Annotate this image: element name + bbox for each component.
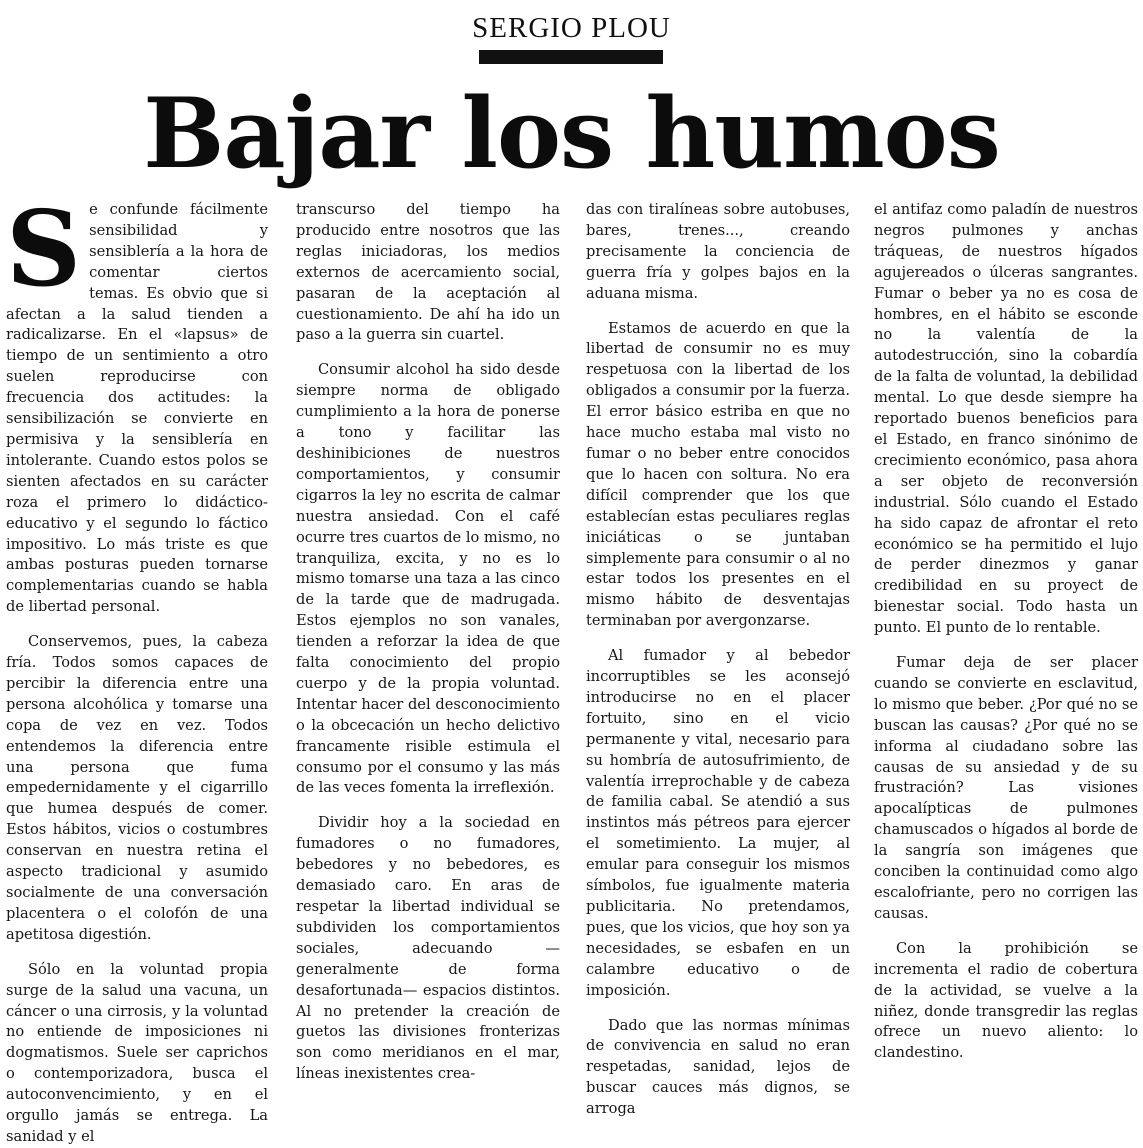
article-paragraph: transcurso del tiempo ha producido entre nosotros que las reglas iniciadoras, los medios externos de acercamiento social, pasaran de la aceptación al cuestionamiento. De ahí ha ido un paso a la guerra sin cuartel. xyxy=(296,201,560,344)
paragraph-text: e confunde fácilmente sensibilidad y sensiblería a la hora de comentar ciertos temas. Es obvio que si afectan a la salud tienden a radicalizarse. En el «lapsus» de tiempo de un sentimiento a otro suelen reproducirse con frecuencia dos actitudes: la sensibilización se convierte en permisiva y la sensiblería en intolerante. Cuando estos polos se sienten afectados en su carácter roza el primero lo didáctico-educativo y el segundo lo fáctico impositivo. Lo más triste es que ambas posturas pueden tornarse complementarias cuando se habla de libertad personal. xyxy=(6,201,268,616)
article-paragraph: el antifaz como paladín de nuestros negros pulmones y anchas tráqueas, de nuestros hígados agujereados o úlceras sangrantes. Fumar o beber ya no es cosa de hombres, en el hábito se esconde no la valentía de la autodestrucción, sino la cobardía de la falta de voluntad, la debilidad mental. Lo que desde siempre ha reportado buenos beneficios para el Estado, en franco sinónimo de crecimiento económico, pasa ahora a ser objeto de reconversión industrial. Sólo cuando el Estado ha sido capaz de afrontar el reto económico se ha permitido el lujo de perder dinezmos y ganar credibilidad en su proyect de bienestar social. Todo hasta un punto. El punto de lo rentable. xyxy=(874,201,1138,637)
article-column-2 xyxy=(296,200,561,1083)
article-paragraph: Estamos de acuerdo en que la libertad de consumir no es muy respetuosa con la libertad de los obligados a consumir por la fuerza. El error básico estriba en que no hace mucho estaba mal visto no fumar o no beber entre conocidos que lo hacen con soltura. No era difícil comprender que los que establecían estas peculiares reglas iniciáticas o se juntaban simplemente para consumir o al no estar todos los presentes en el mismo hábito de desventajas terminaban por avergonzarse. xyxy=(586,319,850,630)
article-paragraph: Dividir hoy a la sociedad en fumadores o no fumadores, bebedores y no bebedores, es demasiado caro. En aras de respetar la libertad individual se subdividen los comportamientos sociales, adecuando —generalmente de forma desafortunada— espacios distintos. Al no pretender la creación de guetos las divisiones fronterizas son como meridianos en el mar, líneas inexistentes crea- xyxy=(296,814,560,1083)
article-column-1 xyxy=(6,187,268,1145)
article-paragraph: Al fumador y al bebedor incorruptibles se les aconsejó introducirse no en el placer fortuito, sino en el vicio permanente y vital, necesario para su hombría de autosufrimiento, de valentía irreprochable y de cabeza de familia cabal. Se atendió a sus instintos más pétreos para ejercer el sometimiento. La mujer, al emular para conseguir los mismos símbolos, fue igualmente materia publicitaria. No pretendamos, pues, que los vicios, que hoy son ya necesidades, se esbafen en un calambre educativo o de imposición. xyxy=(586,647,850,999)
article-paragraph: Con la prohibición se incrementa el radio de cobertura de la actividad, se vuelve a la niñez, donde transgredir las reglas ofrece un nuevo aliento: lo clandestino. xyxy=(874,939,1138,1062)
article-paragraph: Consumir alcohol ha sido desde siempre norma de obligado cumplimiento a la hora de ponerse a tono y facilitar las deshinibiciones de nuestros comportamientos, y consumir cigarros la ley no escrita de calmar nuestra ansiedad. Con el café ocurre tres cuartos de lo mismo, no tranquiliza, excita, y no es lo mismo tomarse una taza a las cinco de la tarde que de madrugada. Estos ejemplos no son vanales, tienden a reforzar la idea de que falta conocimiento del propio cuerpo y de la propia voluntad. Intentar hacer del desconocimiento o la obcecación un hecho delictivo francamente risible estimula el consumo por el consumo y las más de las veces fomenta la irreflexión. xyxy=(296,361,561,797)
drop-cap: S xyxy=(6,187,82,310)
article-title: Bajar los humos xyxy=(143,77,1000,190)
article-paragraph: Conservemos, pues, la cabeza fría. Todos somos capaces de percibir la diferencia entre una persona alcohólica y tomarse una copa de vez en vez. Todos entendemos la diferencia entre una persona que fuma empedernidamente y el cigarrillo que humea después de comer. Estos hábitos, vicios o costumbres conservan en nuestra retina el aspecto tradicional y asumido socialmente de una conversación placentera o el colofón de una apetitosa digestión. xyxy=(6,633,268,943)
article-paragraph: das con tiralíneas sobre autobuses, bares, trenes..., creando precisamente la conciencia de guerra fría y golpes bajos en la aduana misma. xyxy=(586,201,850,302)
article-column-4 xyxy=(874,200,1138,1062)
author-name: SERGIO PLOU xyxy=(472,12,671,44)
author-divider-bar xyxy=(479,50,663,64)
article-column-3 xyxy=(586,200,850,1118)
article-paragraph: Dado que las normas mínimas de convivencia en salud no eran respetadas, sanidad, lejos de buscar cauces más dignos, se arroga xyxy=(586,1016,850,1118)
article-paragraph: Sólo en la voluntad propia surge de la salud una vacuna, un cáncer o una cirrosis, y la voluntad no entiende de imposiciones ni dogmatismos. Suele ser caprichos o contemporizadora, busca el autoconvencimiento, y en el orgullo jamás se entrega. La sanidad y el xyxy=(6,960,268,1145)
article-paragraph xyxy=(6,187,268,618)
article-paragraph: Fumar deja de ser placer cuando se convierte en esclavitud, lo mismo que beber. ¿Por qué no se buscan las causas? ¿Por qué no se informa al ciudadano sobre las causas de su ansiedad y de su frustración? Las visiones apocalípticas de pulmones chamuscados o hígados al borde de la sangría son imágenes que conciben la continuidad como algo escalofriante, pero no corrigen las causas. xyxy=(874,654,1138,922)
